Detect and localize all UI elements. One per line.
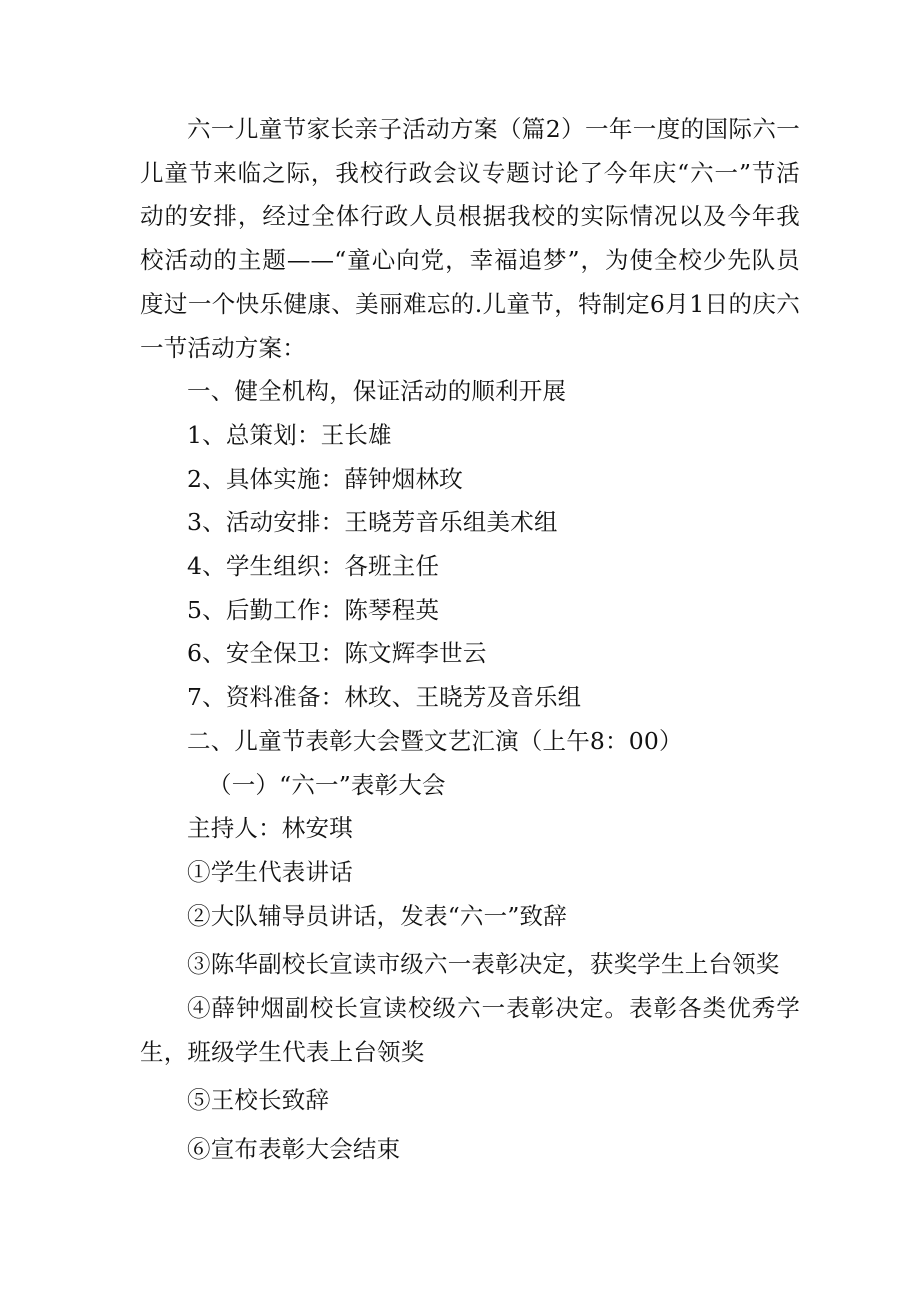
agenda-item: ④薛钟烟副校长宣读校级六一表彰决定。表彰各类优秀学生，班级学生代表上台领奖 [140,994,800,1066]
intro-paragraph: 六一儿童节家长亲子活动方案（篇2）一年一度的国际六一儿童节来临之际，我校行政会议专题讨论了今年庆“六一”节活动的安排，经过全体行政人员根据我校的实际情况以及今年我校活动的主题——“童心向党，幸福追梦”，为使全校少先队员度过一个快乐健康、美丽难忘的.儿童节，特制定6月1日的庆六一节活动方案： [140,115,800,362]
agenda-item: ⑥宣布表彰大会结束 [187,1135,401,1164]
host-line: 主持人：林安琪 [187,814,353,843]
list-item: 3、活动安排：王晓芳音乐组美术组 [187,508,558,537]
list-item: 2、具体实施：薛钟烟林玫 [187,464,463,493]
agenda-item: ①学生代表讲话 [187,857,353,886]
list-item: 5、后勤工作：陈琴程英 [187,595,440,624]
document-body [140,108,800,1172]
agenda-item: ⑤王校长致辞 [187,1086,330,1115]
agenda-item: ②大队辅导员讲话，发表“六一”致辞 [187,901,567,930]
list-item: 7、资料准备：林玫、王晓芳及音乐组 [187,683,582,712]
list-item: 1、总策划：王长雄 [187,420,392,449]
section-2-heading: 二、儿童节表彰大会暨文艺汇演（上午8：00） [187,726,683,755]
agenda-item: ③陈华副校长宣读市级六一表彰决定，获奖学生上台领奖 [187,950,780,979]
list-item: 6、安全保卫：陈文辉李世云 [187,639,487,668]
list-item: 4、学生组织：各班主任 [187,552,440,581]
section-2-sub-heading: （一）“六一”表彰大会 [208,770,446,799]
section-1-heading: 一、健全机构，保证活动的顺利开展 [187,377,567,406]
